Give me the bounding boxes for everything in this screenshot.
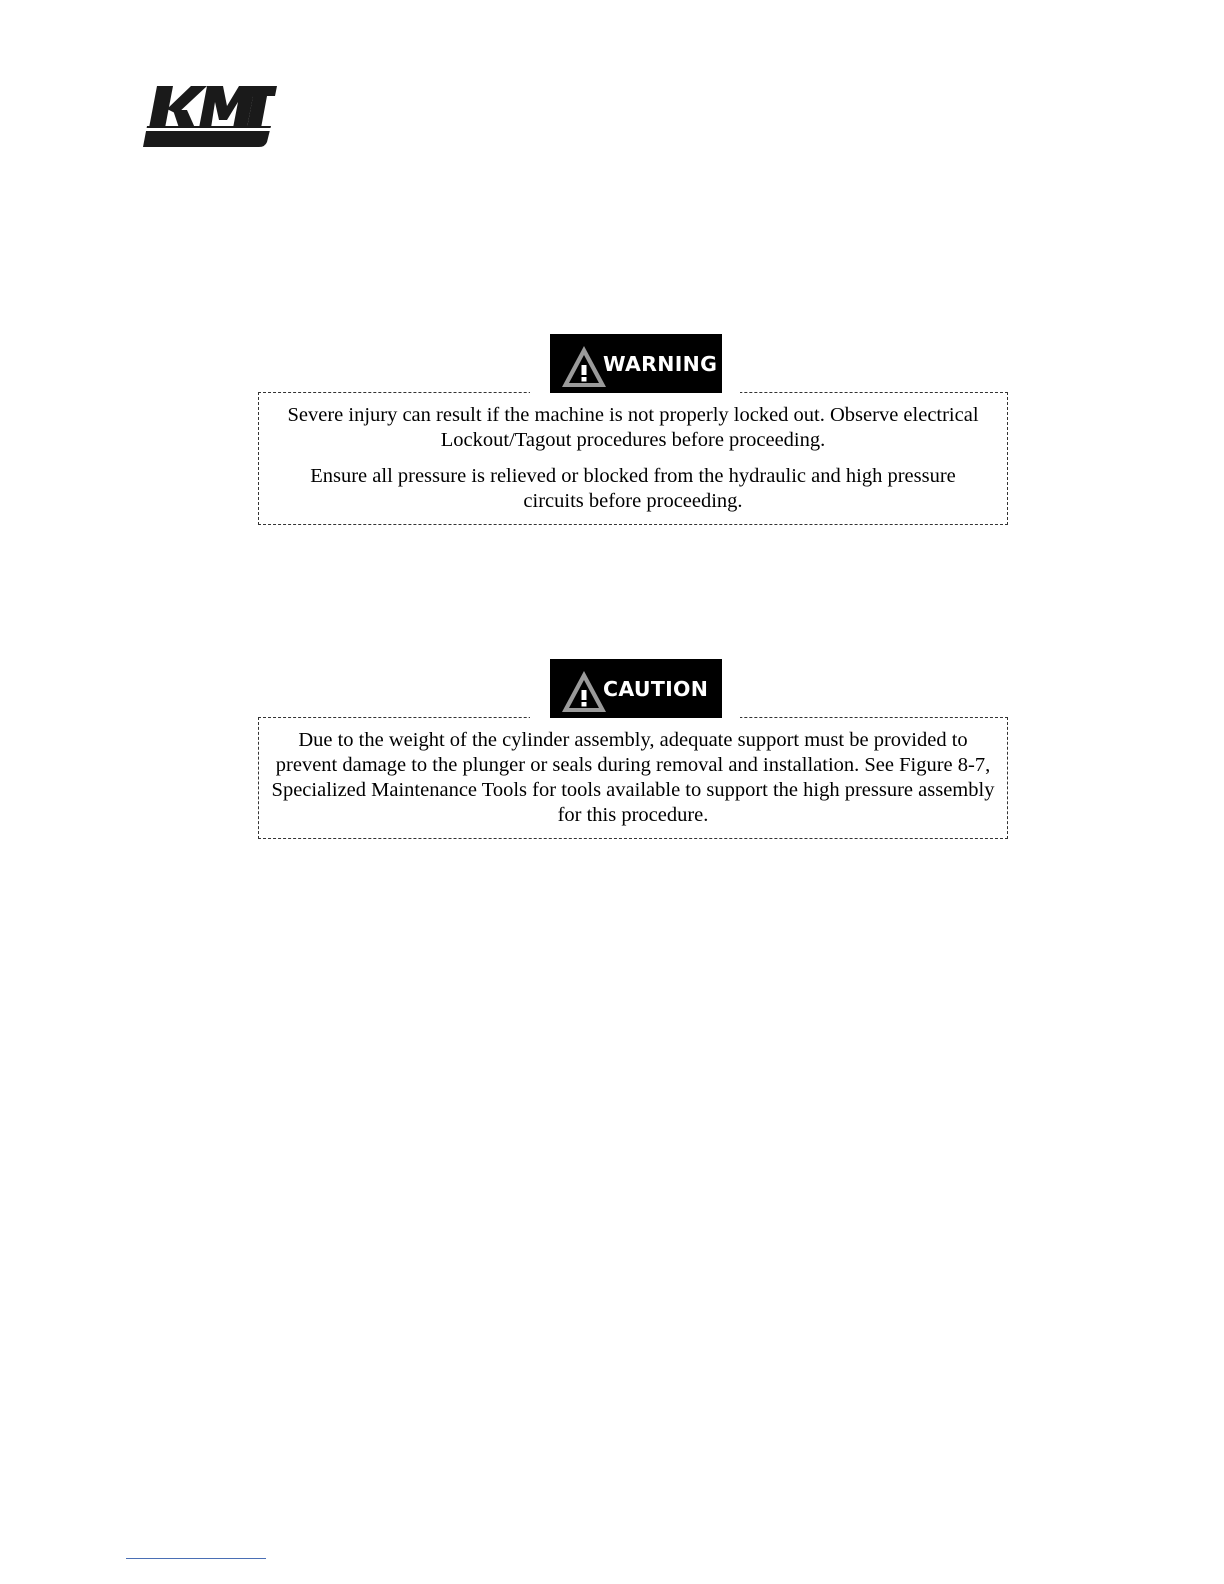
caution-box	[258, 717, 1008, 839]
caution-label-text: CAUTION	[603, 676, 709, 701]
caution-triangle-icon	[560, 668, 608, 714]
warning-paragraph-2: Ensure all pressure is relieved or blocked from the hydraulic and high pressure circuits before proceeding.	[310, 465, 956, 512]
warning-label-text: WARNING	[603, 351, 718, 376]
footer-rule	[126, 1558, 266, 1559]
warning-box	[258, 392, 1008, 525]
warning-triangle-icon	[560, 343, 608, 389]
warning-paragraph-1: Severe injury can result if the machine is not properly locked out. Observe electrical Lockout/Tagout procedures before proceeding.	[287, 404, 979, 451]
caution-label	[550, 659, 722, 718]
warning-label	[550, 334, 722, 393]
kmt-logo	[143, 84, 277, 148]
caution-paragraph-1: Due to the weight of the cylinder assembly, adequate support must be provided to prevent damage to the plunger or seals during removal and installation. See Figure 8-7, Specialized Maintenance Tools for tools available to support the high pressure assembly for this procedure.	[271, 729, 995, 826]
